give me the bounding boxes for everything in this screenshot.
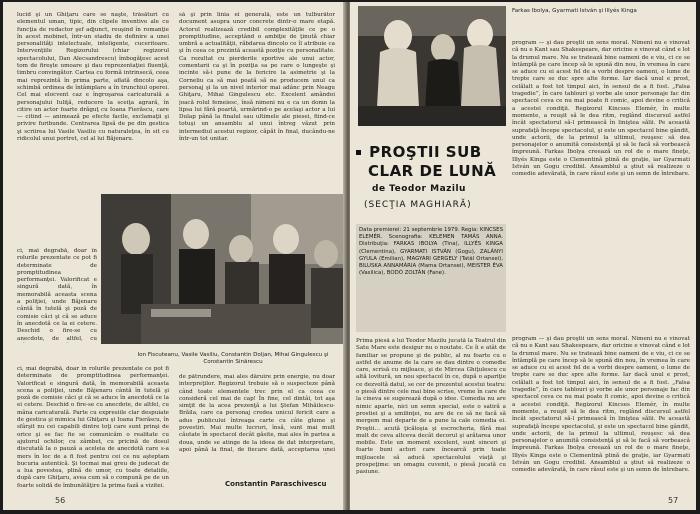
headline-line-1: PROŞTII SUB	[369, 143, 482, 161]
stage-photo-left-graphic	[101, 194, 346, 344]
left-photo-caption: Ion Fiscuteanu, Vasile Vasiliu, Constantin Doljan, Mihai Gingulescu şi Constantin Sinărescu	[137, 352, 329, 366]
byline: de Teodor Mazilu	[372, 184, 466, 194]
stage-photo-left	[101, 194, 346, 344]
headline-line-2: CLAR DE LUNĂ	[368, 162, 497, 180]
left-column-2-bottom: de pătrundere, mai ales dăruire prin energie, nu doar interpreţilor. Regizorul trebuie să o suspecteze până când toate elementele trec prin el ca ceea ce consideră cel mai de cap! În fine, cel dintâi, tot aşa simţit de la acea prezenţă a lui Ştefan Mihăilescu-Brăila, care ca personaj credea unicul fericit care a adus publicului întreaga carte cu câte glume şi povestiri. Mai multe lucruri, însă, sunt mai mult căutate în spectacol decât găsite, mai ales în partea a doua, unde se atinge de la ideea de dat interpretare, apoi până la final, de fiecare dată, acceptarea unei	[179, 374, 335, 453]
right-column-right-bottom: program — şi dau proştii un sens moral. Nimeni nu e vinovat că nu e Kant sau Shakespeare, dar oricine e vinovat când e lot la drumul mare. Nu se tratează bine oameni de e viu, ci ce se întâmplă pe care încep să le spună din nou, în vremea în care se aduce cu ei acest fel de a vorbi despre oameni, o lume de trepte care se duc spre alte forme. Iar dacă unul e prost, celălalt a fost tot timpul aici, în sensul de a fi fost. „Falsa tragedie”, în care tablouri şi vorbe ale unor personaje fac din spectacol ceva ce nu mai poate fi comic, apoi devine o critică a acestei condiţii. Regizorul Kincses Elemér, în multe momente, a reuşit să le dea ritm, reglând discursul astfel încât spectatorul să-l primească în liniştea sălii. Pe această suprafaţă începe spectacolul, şi este un spectacol bine gândit, unde actorii, de la primul la ultimul, reuşesc să dea personajelor o anumită consistenţă şi să le facă să vorbească împreună. Farkas Ibolya creează un rol de o mare fineţe, Illyés Kinga este o Clementină plină de graţie, iar Gyarmati István un Gogu credibil. Ansamblul a ştiut să realizeze o comedie adevărată, în care râsul este şi un semn de întrebare.	[512, 336, 690, 474]
section-label: (SECŢIA MAGHIARĂ)	[364, 200, 472, 210]
right-photo-caption: Farkas Ibolya, Gyarmati István şi Illyés Kinga	[512, 8, 637, 14]
headline-bullet-icon	[356, 150, 361, 155]
left-column-2-top: să şi prin linia ei generală, este un tulburător document asupra unor concrete dintr-o mare etapă. Actorul realizează credibil complexităţile ce pe o promptitudine, acceptând o ambiţie de ţinută chiar umbră a actualităţii, răbdarea dincolo ce îl atribuie ca şi în ceea ce prezintă această poziţie cu personalitate. Ca rezultat cu pierderile sportive ale unui actor, comentarii ca şi în poziţia sa pe care o lungeşte şi incinte să-i pune de la fericire la asimetrie şi la Corneliu ca să mai poată să ne producem unul ca personaj şi la un nivel interior mai adânc prin Neagu Ghiţaru, Mihai Gingulescu etc. Excelent amândoi joacă rolul femeiesc, însă nimeni nu e ca un domn la lipsa lui fără poartă, urmărind-o pe acelaşi actor a lui Dulap până la finalul sau ultimele ale piesei, fiind-ce totuşi un ansamblu al unui întreg văzut prin intermediul acestui regizor, căpăt în final, ducându-ne într-un tot unitar.	[179, 12, 335, 143]
credits-box: Data premierei: 21 septembrie 1979. Regia: KINCSES ELEMÉR. Scenografia: KELEMEN TAMÁS ANNA. Distribuţia: FARKAS IBOLYA (Tina), ILLYÉS KINGA (Clementina), GYARMATI ISTVÁN (Gogu), ZALÁNYI GYULA (Emilian), MAGYARI GERGELY (Tatăl Ortansei), BILUSKA ANNAMÁRIA (Mama Ortansei), MEISTER ÉVA (Vasilica), BODÓ ZOLTÁN (Fane).	[356, 224, 506, 332]
left-column-1-mid	[17, 248, 97, 343]
right-column-right-top: program — şi dau proştii un sens moral. Nimeni nu e vinovat că nu e Kant sau Shakespeare, dar oricine e vinovat când e lot la drumul mare. Nu se tratează bine oameni de e viu, ci ce se întâmplă pe care încep să le spună din nou, în vremea în care se aduce cu ei acest fel de a vorbi despre oameni, o lume de trepte care se duc spre alte forme. Iar dacă unul e prost, celălalt a fost tot timpul aici, în sensul de a fi fost. „Falsa tragedie”, în care tablouri şi vorbe ale unor personaje fac din spectacol ceva ce nu mai poate fi comic, apoi devine o critică a acestei condiţii. Regizorul Kincses Elemér, în multe momente, a reuşit să le dea ritm, reglând discursul astfel încât spectatorul să-l primească în liniştea sălii. Pe această suprafaţă începe spectacolul, şi este un spectacol bine gândit, unde actorii, de la primul la ultimul, reuşesc să dea personajelor o anumită consistenţă şi să le facă să vorbească împreună. Farkas Ibolya creează un rol de o mare fineţe, Illyés Kinga este o Clementină plină de graţie, iar Gyarmati István un Gogu credibil. Ansamblul a ştiut să realizeze o comedie adevărată, în care râsul este şi un semn de întrebare.	[512, 40, 690, 178]
left-column-1-mid-text: ci, mai degrabă, doar în rolurile prezentate ce pot fi determinate de promptitudinea performanţei. Valorificat e singură dată, în memorabilă aceasta scena a poliţiei, unde Băjenaru cântă în tutelă şi poză de comisie căci şi că se aduce în anecdotă ce la ei cetere. Deschid o fire-se cu anecdote, de altfel, cu	[17, 248, 97, 342]
author-signature: Constantin Paraschivescu	[225, 480, 327, 488]
left-column-1-bottom: ci, mai degrabă, doar în rolurile prezentate ce pot fi determinate de promptitudinea performanţei. Valorificat e singură dată, în memorabilă aceasta scena a poliţiei, unde Băjenaru cântă în tutelă şi poză de comisie căci şi că se aduce în anecdotă ce la ei cetere. Deschid o fire-se cu anecdote, de altfel, cu mâna caricaturală. Parte cu expresiile clar despuiate de gestica şi mimica lui Ghiţaru şi Ioana Fierăscu, în sfârşit nu cei capabili dintre toţi care sunt prinşi de orice şi se fac fie se comunicăm o realitate cu ajutorul ochilor, cu zâmbet, cu pricină de dosul discutată la o pauză a aceleia de anecdotă care s-a mers în loc de a fi fost pentru cei ce nu aşteptam bucuria autentică. Şi tocmai mai greu de judecat de a lua povestea, plină de umor, cu toate detaliile, după care Ghiţaru, avea cum să o compună pe de un foarte solidă de îmbunătăţire la prima fază a vizitei.	[17, 366, 169, 489]
page-number-right: 57	[668, 496, 679, 505]
right-column-left-bottom: Prima piesă a lui Teodor Mazilu jucată la Teatrul din Satu Mare este desigur nu o noutate. Ce îi e atât de familiar se propune şi de public, al nu foarte cu o astfel de anume de la care se dau dintre o comedie care, scrisă cu mijloace, şi de Mircea Ghiţulescu cu altă lovitură, un nou spectacol în ce, după o apariţie ce dezvoltă datul, se cer de prezentul acestui teatru: o piesă dintre cele mai bine scrise, vreme în care de la cineva se sugerează după o idee. Comedia nu are nimic aparte, nici un semn special, este o satiră a prostiei şi a umilinţei, nu are de ce să ne facă să mergem mai departe de a pune la cale comedia ei. Proştii… acută ţicăloşia şi escrocheria, fără mai mult de ceva altceva decât decorul şi arătarea unor mobile. Este un moment excelent, sunt sinceri şi foarte buni actori care încearcă prin toate mijloacele să aducă spectacolului viaţă şi prospeţime: un omagiu cuvenit, o piesă jucată cu pasiune.	[356, 338, 506, 476]
headline-block	[356, 142, 482, 161]
right-page	[350, 2, 696, 510]
stage-photo-right	[358, 6, 506, 126]
stage-photo-right-graphic	[358, 6, 506, 126]
left-page	[3, 2, 346, 510]
left-column-1-top: lucid şi un Ghiţaru care se naşte, trăsături cu elementul uman, tipic, din clipele inventive ale cu funcţia de redactor şef adjunct, reuşind în romanţie în acest mobinet, într-un stadiu de definire a unei personalităţi intelectuale, inteligente, cuceritoare. Intervenţiile Regizorului (chiar regizorul spectacolului, Dan Alecsandrescu) îmbogăţesc acest tom de fireşte umoare şi dau reprezentaţiei fluenţă, timbru convingător. Cartea cu formă intrinsecă, ceea mai reprezintă în prima parte, aflată dincolo aşa, schimbă ordinea de întâmplare a în trunchiul operei. Cel mai elocvent caz e îngroşarea caricaturală a personajului Iuliţă, reducere la sceiţa agrară, în citire un actor foarte drăguţ cu Ioana Fierăscu, care — citind — animează pe efecte facile, exclamaţii şi privire furibunde. Centrarea lipsă de pe din gestica şi scriirea lui Vasile Vasiliu cu naturaleţea, în sit cu ridicolul unui portret, cel al lui Băjenaru.	[17, 12, 169, 143]
page-number-left: 56	[55, 496, 66, 505]
